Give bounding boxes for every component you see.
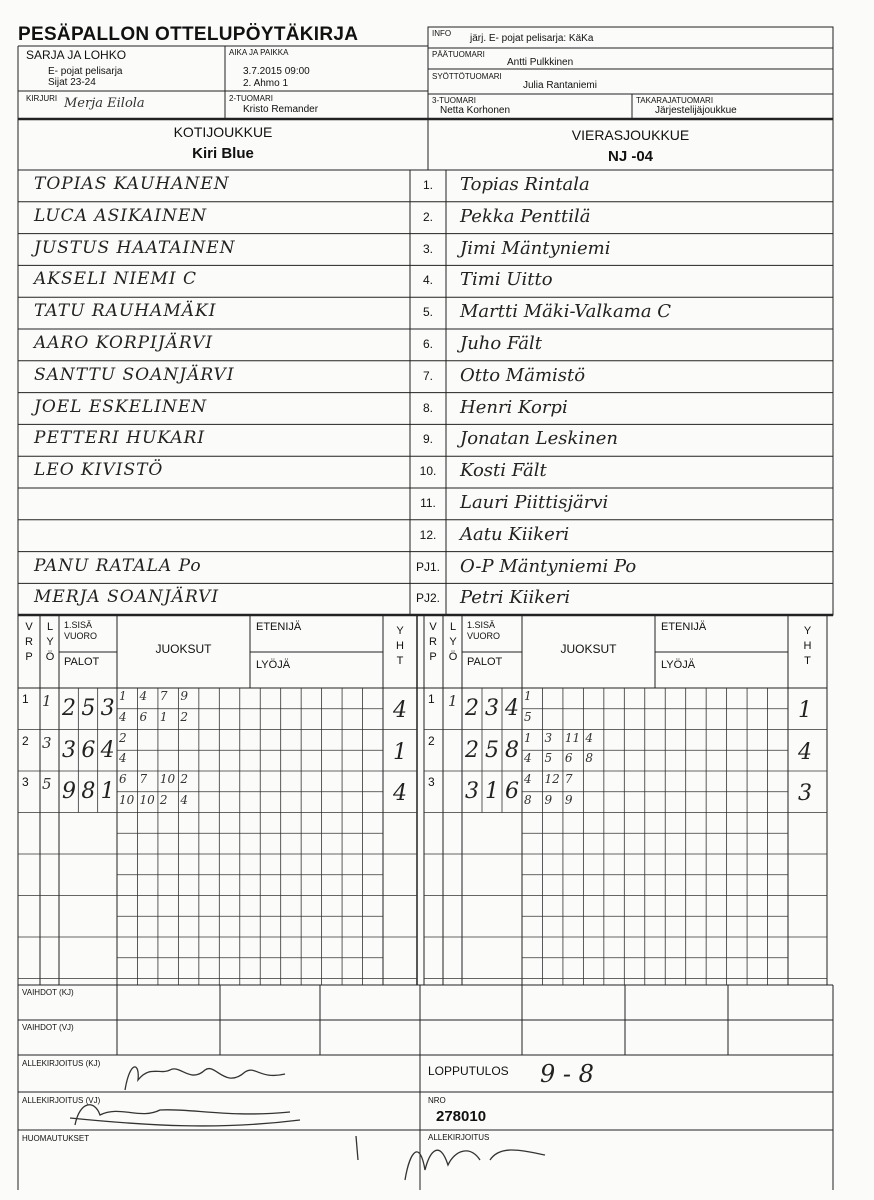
lopputulos-value: 9 - 8: [540, 1060, 594, 1088]
juoksut-top-value: 7: [564, 772, 573, 786]
home-team-label: KOTIJOUKKUE: [173, 124, 273, 140]
player-number: 12.: [419, 527, 437, 542]
juoksut-bottom-value: 5: [524, 709, 532, 724]
home-team-name: Kiri Blue: [192, 145, 254, 162]
juoksut-top-value: 2: [180, 772, 189, 786]
palot-value: 1: [100, 779, 115, 804]
palot-value: 2: [62, 696, 76, 721]
header-v: V: [25, 621, 33, 633]
kirjuri-value: Merja Eilola: [64, 96, 145, 111]
away-player-name: Pekka Penttilä: [460, 205, 591, 227]
juoksut-bottom-value: 9: [544, 792, 553, 807]
vaihdot-kj-label: VAIHDOT (KJ): [22, 988, 74, 997]
inning-number: 1: [22, 692, 29, 706]
lopputulos-label: LOPPUTULOS: [428, 1064, 509, 1078]
juoksut-top-value: 2: [119, 730, 127, 745]
juoksut-bottom-value: 4: [119, 709, 127, 724]
player-number: 6.: [422, 337, 433, 351]
home-player-name: AKSELI NIEMI C: [34, 269, 197, 290]
player-number: 4.: [422, 273, 433, 288]
away-player-name: O-P Mäntyniemi Po: [460, 555, 637, 577]
info-value: järj. E- pojat pelisarja: KäKa: [470, 33, 594, 44]
inning-number: 3: [22, 775, 29, 789]
home-player-name: LEO KIVISTÖ: [34, 460, 164, 481]
player-number: 8.: [422, 400, 433, 415]
juoksut-top-value: 12: [544, 772, 560, 786]
home-player-name: JUSTUS HAATAINEN: [34, 237, 236, 258]
inning-lyoja: 3: [42, 733, 52, 752]
player-number: PJ1.: [415, 559, 440, 574]
inning-total: 1: [798, 698, 812, 723]
away-player-name: Kosti Fält: [460, 460, 547, 482]
header-yht-y: Y: [396, 625, 404, 637]
header-y-away: Y: [449, 636, 457, 648]
header-yht-y-away: Y: [803, 625, 812, 637]
palot-value: 6: [505, 779, 519, 804]
inning-number: 1: [428, 692, 435, 706]
header-palot-away: PALOT: [467, 656, 503, 668]
player-number: 7.: [422, 368, 433, 383]
player-number: 5.: [422, 305, 433, 320]
paatuomari-value: Antti Pulkkinen: [507, 57, 574, 68]
player-number: PJ2.: [415, 591, 440, 606]
takarajatuomari-value: Järjestelijäjoukkue: [655, 105, 737, 116]
allekirjoitus-vj-label: ALLEKIRJOITUS (VJ): [22, 1096, 101, 1105]
juoksut-top-value: 6: [119, 772, 127, 786]
juoksut-bottom-value: 9: [564, 792, 573, 807]
home-player-name: JOEL ESKELINEN: [34, 396, 208, 417]
inning-number: 2: [428, 733, 435, 748]
header-etenija-away: ETENIJÄ: [661, 621, 707, 633]
juoksut-bottom-value: 4: [524, 751, 532, 766]
header-yht-h-away: H: [803, 640, 812, 652]
syottotuomari-label: SYÖTTÖTUOMARI: [432, 72, 502, 81]
header-vuoro-away: VUORO: [467, 631, 501, 641]
juoksut-top-value: 3: [544, 730, 553, 745]
sarja-label: SARJA JA LOHKO: [26, 48, 127, 62]
header-sisa: 1.SISÄ: [64, 620, 93, 630]
juoksut-top-value: 7: [159, 689, 168, 703]
tuomari3-label: 3-TUOMARI: [432, 96, 476, 105]
header-lyoja-away: LYÖJÄ: [661, 659, 696, 671]
juoksut-bottom-value: 6: [139, 709, 148, 724]
juoksut-top-value: 1: [119, 689, 127, 703]
away-player-name: Jonatan Leskinen: [460, 428, 619, 450]
header-lyoja: LYÖJÄ: [256, 659, 291, 671]
vaihdot-vj-label: VAIHDOT (VJ): [22, 1023, 74, 1032]
juoksut-top-value: 4: [524, 772, 532, 786]
nro-value: 278010: [436, 1108, 487, 1125]
away-player-name: Timi Uitto: [460, 269, 553, 291]
juoksut-bottom-value: 2: [180, 709, 189, 724]
player-number: 11.: [420, 496, 436, 510]
home-player-name: LUCA ASIKAINEN: [34, 205, 208, 226]
tuomari2-label: 2-TUOMARI: [229, 94, 273, 103]
takarajatuomari-label: TAKARAJATUOMARI: [636, 96, 714, 105]
player-number: 3.: [422, 241, 433, 256]
inning-lyoja: 5: [42, 775, 52, 793]
palot-value: 4: [505, 696, 519, 721]
syottotuomari-value: Julia Rantaniemi: [523, 80, 597, 91]
header-juoksut-away: JUOKSUT: [560, 642, 617, 656]
header-o: Ö: [45, 651, 55, 663]
juoksut-bottom-value: 8: [524, 792, 532, 807]
header-l: L: [46, 621, 54, 633]
header-p-away: P: [429, 651, 437, 663]
juoksut-bottom-value: 10: [119, 792, 135, 807]
juoksut-bottom-value: 8: [585, 751, 594, 766]
inning-total: 4: [393, 781, 407, 806]
tuomari3-value: Netta Korhonen: [440, 105, 511, 116]
header-o-away: Ö: [448, 651, 458, 663]
allekirjoitus-label: ALLEKIRJOITUS: [428, 1133, 490, 1142]
inning-lyoja: 1: [42, 692, 52, 710]
palot-value: 3: [100, 696, 115, 721]
palot-value: 4: [100, 737, 115, 763]
away-player-name: Jimi Mäntyniemi: [460, 237, 611, 259]
info-label: INFO: [432, 29, 452, 38]
away-player-name: Aatu Kiikeri: [460, 523, 570, 545]
palot-value: 5: [81, 696, 96, 721]
paatuomari-label: PÄÄTUOMARI: [432, 50, 485, 59]
home-player-name: PANU RATALA Po: [34, 555, 202, 576]
header-y: Y: [46, 636, 54, 648]
header-yht-h: H: [396, 640, 404, 652]
juoksut-top-value: 10: [159, 772, 176, 786]
juoksut-bottom-value: 1: [159, 709, 168, 724]
palot-value: 8: [81, 779, 96, 804]
palot-value: 3: [62, 737, 76, 763]
aika-value-2: 2. Ahmo 1: [243, 78, 289, 89]
home-player-name: TOPIAS KAUHANEN: [34, 174, 230, 194]
inning-total: 1: [393, 739, 407, 765]
huomautukset-label: HUOMAUTUKSET: [22, 1134, 90, 1143]
header-yht-t: T: [396, 655, 404, 667]
header-v-away: V: [429, 621, 437, 633]
juoksut-top-value: 7: [139, 772, 148, 786]
nro-label: NRO: [428, 1096, 446, 1105]
juoksut-bottom-value: 2: [159, 792, 168, 807]
palot-value: 8: [505, 737, 519, 763]
player-number: 9.: [422, 432, 433, 447]
away-team-label: VIERASJOUKKUE: [571, 127, 690, 143]
kirjuri-label: KIRJURI: [26, 94, 58, 103]
palot-value: 9: [62, 779, 76, 804]
away-player-name: Lauri Piittisjärvi: [460, 492, 609, 513]
header-r: R: [25, 636, 33, 648]
palot-value: 3: [485, 696, 499, 721]
header-r-away: R: [429, 636, 437, 648]
header-etenija: ETENIJÄ: [256, 621, 302, 633]
palot-value: 3: [465, 779, 479, 804]
palot-value: 6: [81, 737, 96, 763]
juoksut-bottom-value: 5: [544, 751, 553, 766]
palot-value: 2: [465, 696, 479, 721]
sarja-value: E- pojat pelisarja: [48, 66, 123, 77]
home-player-name: MERJA SOANJÄRVI: [34, 587, 220, 608]
aika-value: 3.7.2015 09:00: [243, 66, 310, 77]
tuomari2-value: Kristo Remander: [243, 104, 319, 115]
juoksut-top-value: 1: [524, 730, 532, 745]
juoksut-top-value: 11: [564, 730, 581, 745]
away-player-name: Petri Kiikeri: [460, 587, 571, 609]
header-vuoro: VUORO: [64, 631, 98, 641]
palot-value: 5: [485, 737, 499, 763]
player-number: 2.: [422, 209, 433, 224]
away-player-name: Henri Korpi: [460, 396, 568, 418]
home-player-name: PETTERI HUKARI: [34, 428, 206, 449]
juoksut-top-value: 9: [180, 689, 189, 703]
inning-total: 4: [393, 698, 407, 723]
away-player-name: Topias Rintala: [460, 174, 590, 195]
palot-value: 2: [465, 737, 479, 763]
inning-number: 3: [428, 775, 435, 789]
header-l-away: L: [449, 621, 457, 633]
home-player-name: AARO KORPIJÄRVI: [34, 333, 214, 353]
juoksut-bottom-value: 6: [564, 751, 573, 766]
sarja-value-2: Sijat 23-24: [48, 77, 96, 88]
away-team-name: NJ -04: [607, 148, 654, 165]
juoksut-top-value: 4: [585, 730, 594, 745]
allekirjoitus-kj-label: ALLEKIRJOITUS (KJ): [22, 1059, 101, 1068]
juoksut-bottom-value: 4: [180, 792, 189, 807]
header-p: P: [25, 651, 33, 663]
away-player-name: Juho Fält: [460, 333, 542, 354]
juoksut-top-value: 4: [139, 689, 148, 703]
juoksut-bottom-value: 10: [139, 792, 155, 807]
aika-label: AIKA JA PAIKKA: [229, 48, 289, 57]
inning-total: 3: [798, 781, 812, 806]
palot-value: 1: [485, 779, 499, 804]
away-player-name: Otto Mämistö: [460, 364, 586, 386]
away-player-name: Martti Mäki-Valkama C: [460, 301, 672, 323]
juoksut-bottom-value: 4: [119, 751, 127, 766]
home-player-name: SANTTU SOANJÄRVI: [34, 364, 235, 385]
header-juoksut: JUOKSUT: [155, 642, 212, 656]
header-palot: PALOT: [64, 656, 100, 668]
form-title: PESÄPALLON OTTELUPÖYTÄKIRJA: [18, 24, 359, 45]
juoksut-top-value: 1: [524, 689, 532, 703]
header-sisa-away: 1.SISÄ: [467, 620, 496, 630]
header-yht-t-away: T: [804, 655, 811, 667]
player-number: 10.: [419, 464, 437, 479]
inning-number: 2: [22, 733, 29, 748]
inning-lyoja: 1: [448, 692, 458, 710]
home-player-name: TATU RAUHAMÄKI: [34, 301, 217, 322]
player-number: 1.: [422, 178, 433, 192]
inning-total: 4: [798, 739, 812, 765]
